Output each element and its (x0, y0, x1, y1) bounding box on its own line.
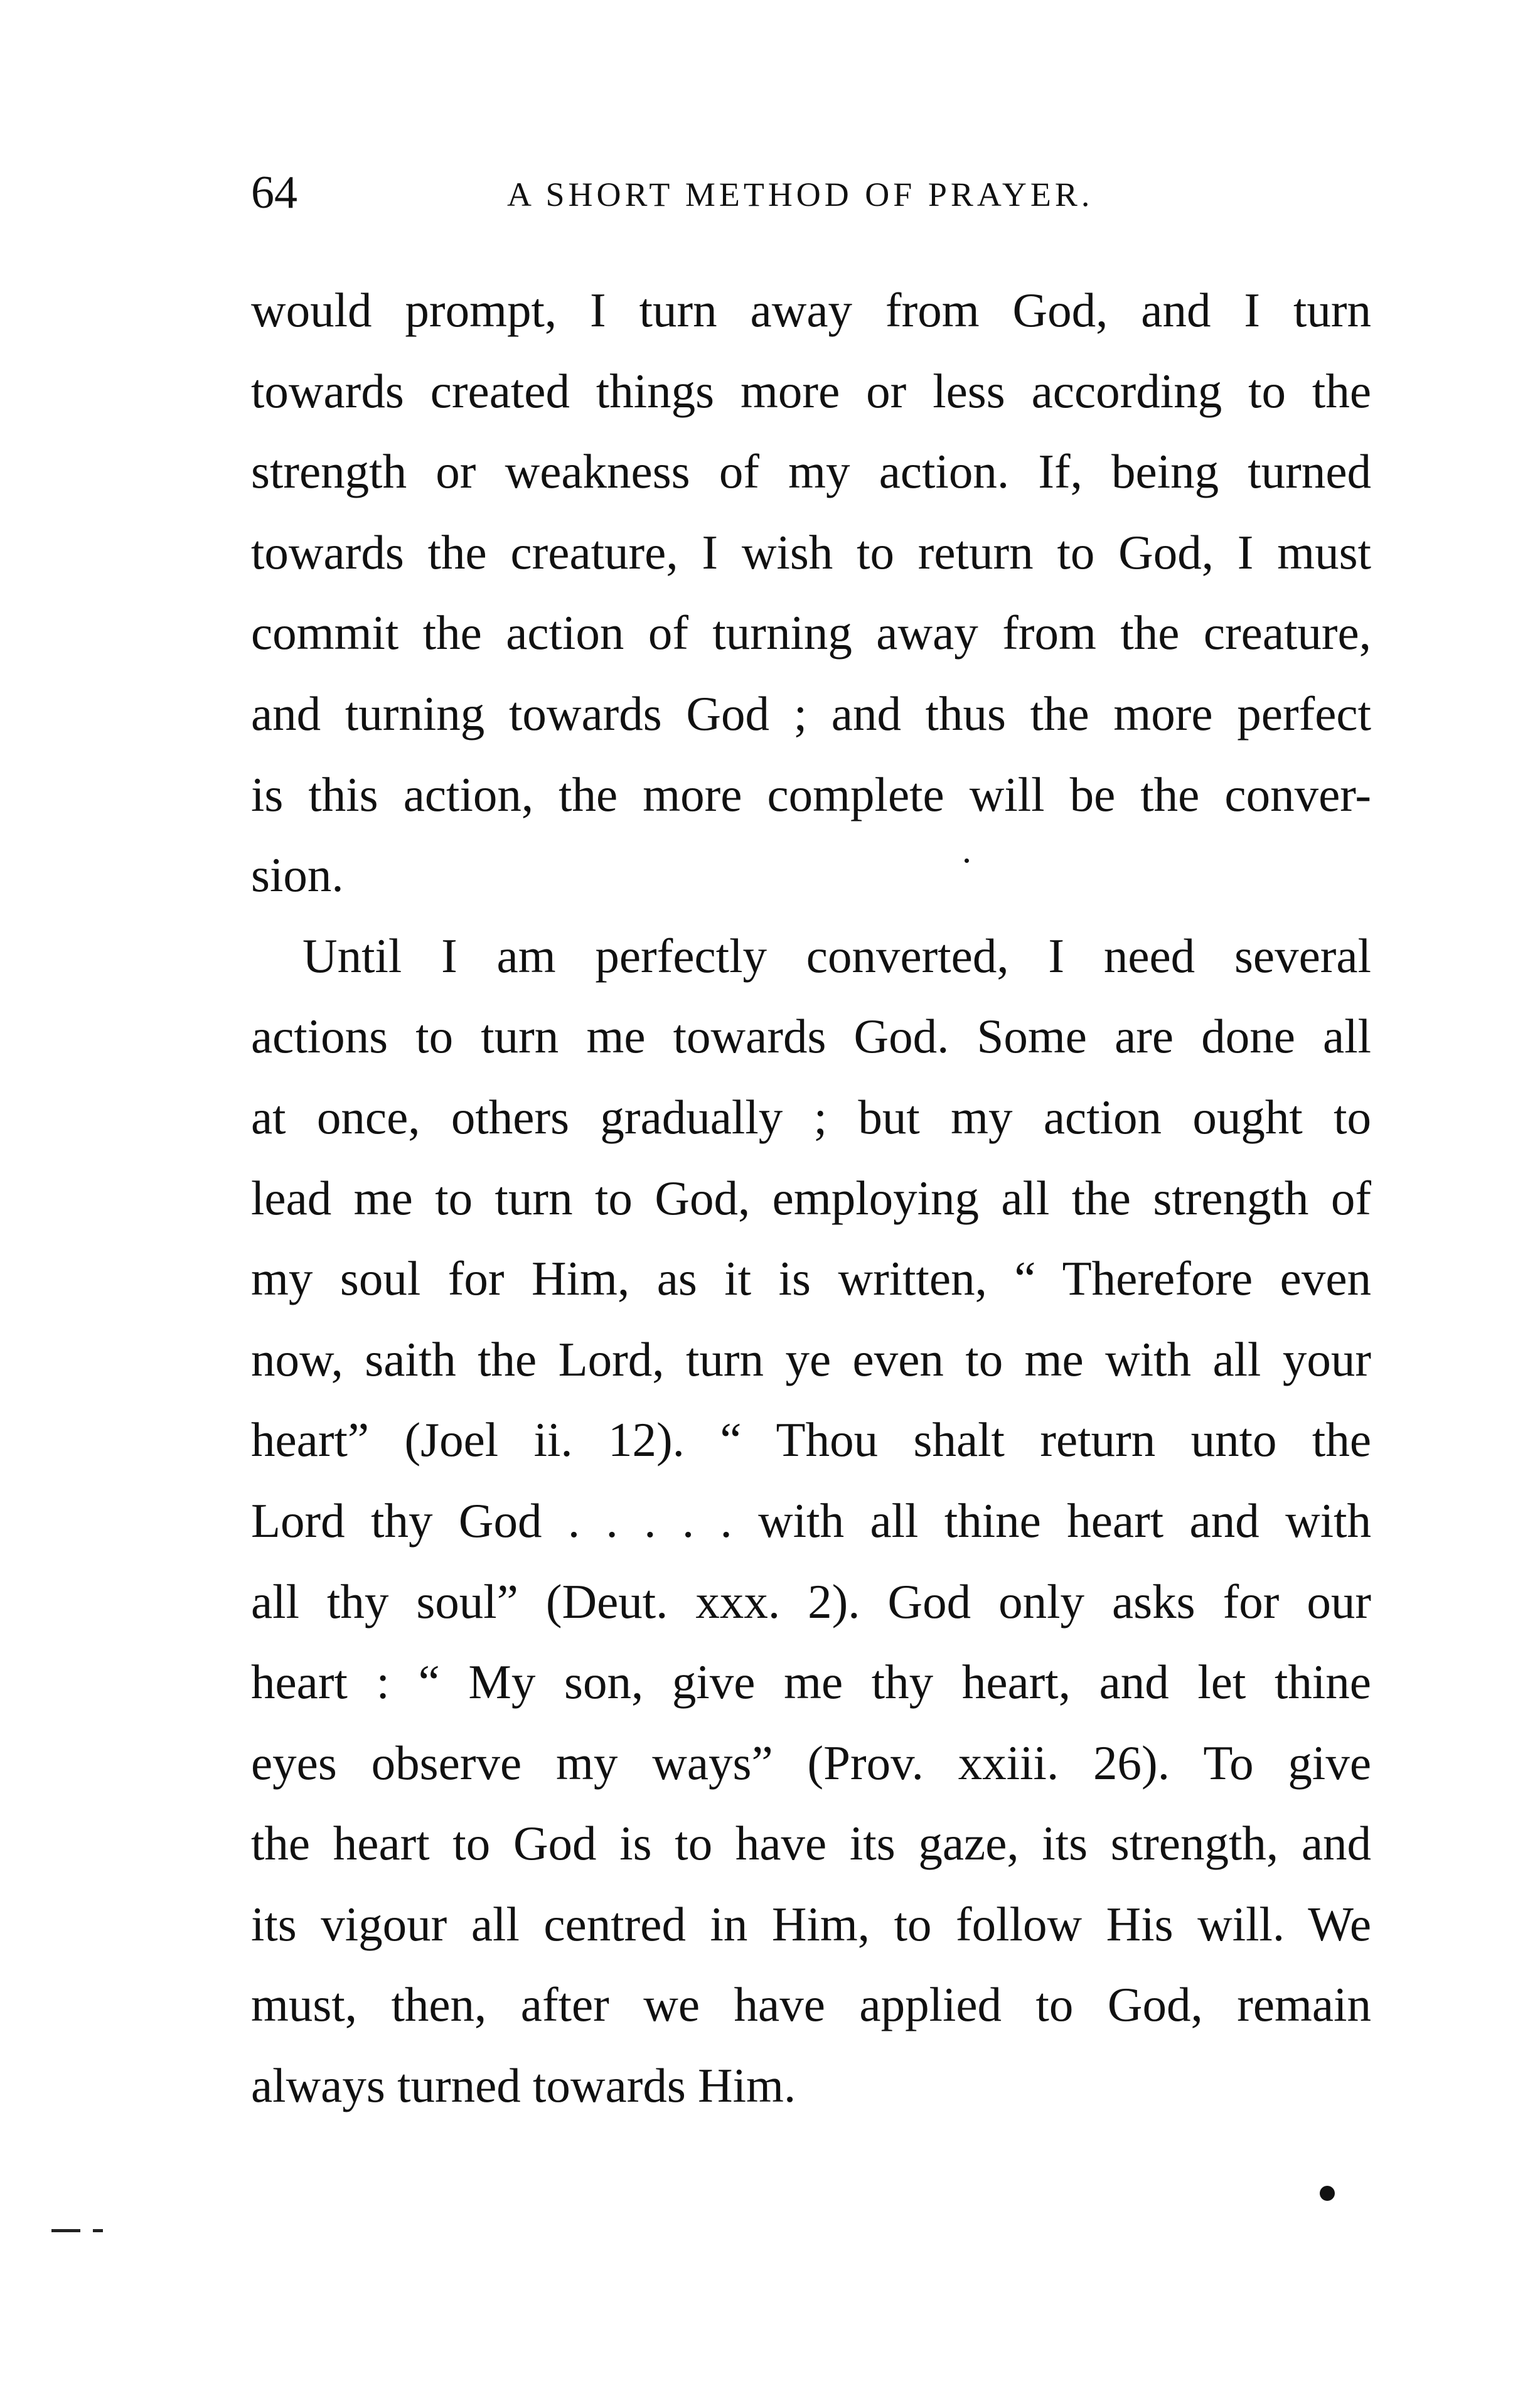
text-line: at once, others gradually ; but my action ought to (251, 1089, 1371, 1144)
running-title: A SHORT METHOD OF PRAYER. (507, 176, 1094, 213)
text-line: sion. (251, 848, 344, 902)
body-text (251, 270, 1371, 2126)
text-line: and turning towards God ; and thus the more perfect (251, 686, 1371, 741)
text-line: heart” (Joel ii. 12). “ Thou shalt return unto the (251, 1413, 1371, 1467)
text-line: now, saith the Lord, turn ye even to me with all your (251, 1332, 1371, 1386)
text-line: strength or weakness of my action. If, being turned (251, 444, 1371, 499)
ink-dot (1320, 2186, 1335, 2201)
text-line: would prompt, I turn away from God, and I turn (251, 283, 1371, 337)
text-line: always turned towards Him. (251, 2058, 796, 2113)
margin-mark (93, 2229, 103, 2232)
text-line: commit the action of turning away from the creature, (251, 606, 1371, 660)
paragraph-1 (251, 270, 1371, 916)
text-line: towards the creature, I wish to return to God, I must (251, 525, 1371, 579)
text-line: its vigour all centred in Him, to follow His will. We (251, 1896, 1371, 1951)
page-number: 64 (251, 167, 297, 218)
print-speck (965, 859, 969, 863)
text-line: eyes observe my ways” (Prov. xxiii. 26). To give (251, 1735, 1371, 1790)
text-line: Until I am perfectly converted, I need several (302, 928, 1371, 983)
text-line: my soul for Him, as it is written, “ Therefore even (251, 1251, 1371, 1306)
text-line: heart : “ My son, give me thy heart, and let thine (251, 1655, 1371, 1709)
running-head (251, 164, 1381, 221)
text-line: lead me to turn to God, employing all the strength of (251, 1170, 1371, 1225)
text-line: the heart to God is to have its gaze, its strength, and (251, 1816, 1371, 1871)
paragraph-2 (251, 916, 1371, 2126)
text-line: is this action, the more complete will be the conver- (251, 767, 1371, 821)
text-line: Lord thy God . . . . . with all thine heart and with (251, 1493, 1371, 1548)
text-line: must, then, after we have applied to God, remain (251, 1977, 1371, 2032)
margin-mark (51, 2229, 80, 2232)
text-line: actions to turn me towards God. Some are done all (251, 1009, 1371, 1064)
text-line: all thy soul” (Deut. xxx. 2). God only asks for our (251, 1574, 1371, 1629)
text-line: towards created things more or less according to the (251, 363, 1371, 418)
